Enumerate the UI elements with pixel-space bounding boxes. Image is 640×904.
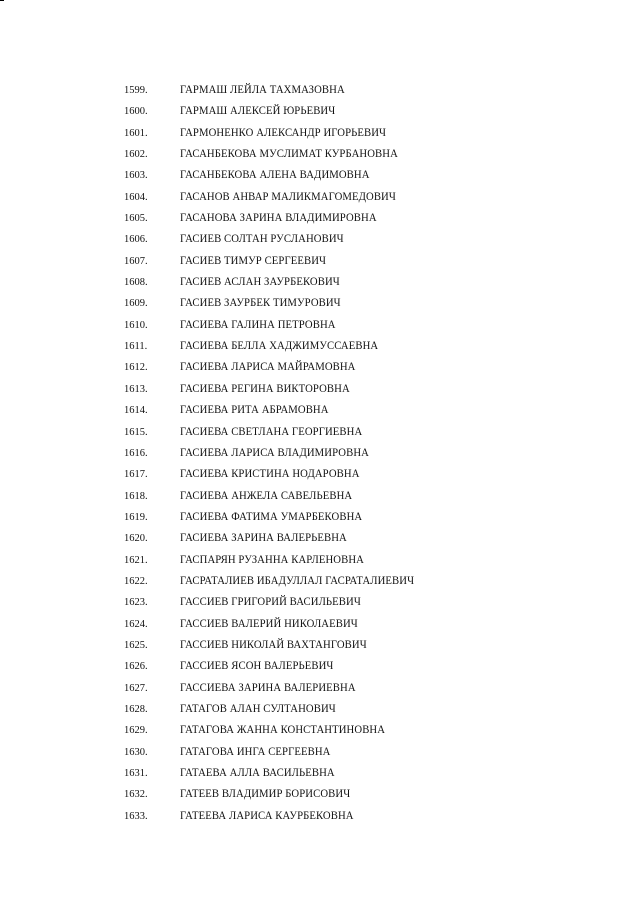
entry-name: ГАСИЕВ СОЛТАН РУСЛАНОВИЧ bbox=[180, 233, 344, 246]
entry-name: ГАСАНБЕКОВА МУСЛИМАТ КУРБАНОВНА bbox=[180, 148, 398, 161]
list-item bbox=[0, 400, 640, 421]
entry-name: ГАСИЕВА ЛАРИСА ВЛАДИМИРОВНА bbox=[180, 446, 369, 459]
entry-name: ГАСИЕВА РЕГИНА ВИКТОРОВНА bbox=[180, 382, 350, 395]
entry-number: 1608. bbox=[124, 277, 148, 289]
name-list bbox=[0, 80, 640, 827]
list-item bbox=[0, 592, 640, 613]
entry-name: ГАТАГОВА ЖАННА КОНСТАНТИНОВНА bbox=[180, 724, 386, 737]
entry-number: 1616. bbox=[124, 447, 148, 459]
list-item bbox=[0, 635, 640, 656]
entry-name: ГАССИЕВА ЗАРИНА ВАЛЕРИЕВНА bbox=[180, 681, 356, 694]
entry-name: ГАСПАРЯН РУЗАННА КАРЛЕНОВНА bbox=[180, 553, 364, 566]
entry-name: ГАСАНОВ АНВАР МАЛИКМАГОМЕДОВИЧ bbox=[180, 190, 396, 203]
entry-name: ГАРМОНЕНКО АЛЕКСАНДР ИГОРЬЕВИЧ bbox=[180, 126, 387, 139]
entry-number: 1633. bbox=[124, 810, 148, 822]
entry-number: 1614. bbox=[124, 405, 148, 417]
list-item bbox=[0, 293, 640, 314]
list-item bbox=[0, 571, 640, 592]
entry-number: 1632. bbox=[124, 789, 148, 801]
entry-name: ГАССИЕВ ГРИГОРИЙ ВАСИЛЬЕВИЧ bbox=[180, 596, 361, 609]
list-item bbox=[0, 315, 640, 336]
list-item bbox=[0, 123, 640, 144]
entry-name: ГАТАЕВА АЛЛА ВАСИЛЬЕВНА bbox=[180, 767, 335, 779]
entry-name: ГАСИЕВ ТИМУР СЕРГЕЕВИЧ bbox=[180, 254, 327, 267]
entry-number: 1630. bbox=[124, 746, 148, 758]
entry-number: 1611. bbox=[124, 341, 148, 353]
entry-name: ГАСИЕВА ФАТИМА УМАРБЕКОВНА bbox=[180, 510, 363, 523]
list-item bbox=[0, 699, 640, 720]
entry-number: 1606. bbox=[124, 234, 148, 246]
entry-name: ГАСИЕВА АНЖЕЛА САВЕЛЬЕВНА bbox=[180, 489, 353, 502]
entry-number: 1599. bbox=[124, 85, 148, 96]
entry-number: 1626. bbox=[124, 661, 148, 673]
entry-number: 1627. bbox=[124, 682, 148, 694]
entry-name: ГАСИЕВА КРИСТИНА НОДАРОВНА bbox=[180, 468, 360, 481]
list-item bbox=[0, 379, 640, 400]
entry-number: 1615. bbox=[124, 426, 148, 438]
entry-number: 1629. bbox=[124, 725, 148, 737]
entry-number: 1623. bbox=[124, 597, 148, 609]
scan-edge-mark bbox=[0, 0, 4, 1]
entry-number: 1625. bbox=[124, 639, 148, 651]
entry-number: 1631. bbox=[124, 768, 148, 779]
entry-name: ГАТАГОВ АЛАН СУЛТАНОВИЧ bbox=[180, 702, 336, 715]
entry-name: ГАТЕЕВ ВЛАДИМИР БОРИСОВИЧ bbox=[180, 788, 351, 801]
list-item bbox=[0, 101, 640, 122]
list-item bbox=[0, 507, 640, 528]
entry-number: 1603. bbox=[124, 170, 148, 182]
entry-name: ГАСИЕВ АСЛАН ЗАУРБЕКОВИЧ bbox=[180, 276, 340, 289]
entry-number: 1604. bbox=[124, 191, 148, 203]
list-item bbox=[0, 336, 640, 357]
list-item bbox=[0, 229, 640, 250]
entry-name: ГАСАНОВА ЗАРИНА ВЛАДИМИРОВНА bbox=[180, 212, 377, 225]
entry-name: ГАССИЕВ ЯСОН ВАЛЕРЬЕВИЧ bbox=[180, 660, 334, 673]
list-item bbox=[0, 357, 640, 378]
entry-name: ГАСИЕВА РИТА АБРАМОВНА bbox=[180, 404, 329, 417]
list-item bbox=[0, 656, 640, 677]
entry-name: ГАТАГОВА ИНГА СЕРГЕЕВНА bbox=[180, 745, 331, 758]
entry-number: 1612. bbox=[124, 362, 148, 374]
entry-name: ГАСИЕВА ЛАРИСА МАЙРАМОВНА bbox=[180, 361, 356, 374]
entry-number: 1600. bbox=[124, 106, 148, 118]
entry-number: 1624. bbox=[124, 618, 148, 630]
list-item bbox=[0, 80, 640, 101]
entry-name: ГАСРАТАЛИЕВ ИБАДУЛЛАЛ ГАСРАТАЛИЕВИЧ bbox=[180, 574, 415, 587]
list-item bbox=[0, 742, 640, 763]
list-item bbox=[0, 422, 640, 443]
list-item bbox=[0, 784, 640, 805]
entry-number: 1613. bbox=[124, 383, 148, 395]
entry-name: ГАСИЕВ ЗАУРБЕК ТИМУРОВИЧ bbox=[180, 297, 341, 310]
entry-name: ГАСИЕВА ЗАРИНА ВАЛЕРЬЕВНА bbox=[180, 532, 347, 545]
entry-name: ГАССИЕВ ВАЛЕРИЙ НИКОЛАЕВИЧ bbox=[180, 617, 358, 630]
list-item bbox=[0, 550, 640, 571]
entry-name: ГАСИЕВА БЕЛЛА ХАДЖИМУССАЕВНА bbox=[180, 340, 379, 353]
entry-number: 1610. bbox=[124, 319, 148, 331]
entry-number: 1622. bbox=[124, 575, 148, 587]
entry-number: 1605. bbox=[124, 213, 148, 225]
list-item bbox=[0, 165, 640, 186]
list-item bbox=[0, 272, 640, 293]
list-item bbox=[0, 528, 640, 549]
entry-number: 1621. bbox=[124, 554, 148, 566]
entry-name: ГАССИЕВ НИКОЛАЙ ВАХТАНГОВИЧ bbox=[180, 638, 367, 651]
entry-name: ГАРМАШ ЛЕЙЛА ТАХМАЗОВНА bbox=[180, 84, 345, 96]
entry-number: 1617. bbox=[124, 469, 148, 481]
entry-number: 1620. bbox=[124, 533, 148, 545]
entry-number: 1628. bbox=[124, 703, 148, 715]
list-item bbox=[0, 763, 640, 784]
list-item bbox=[0, 144, 640, 165]
list-item bbox=[0, 208, 640, 229]
list-item bbox=[0, 614, 640, 635]
entry-number: 1618. bbox=[124, 490, 148, 502]
entry-number: 1609. bbox=[124, 298, 148, 310]
entry-name: ГАСИЕВА СВЕТЛАНА ГЕОРГИЕВНА bbox=[180, 425, 363, 438]
list-item bbox=[0, 251, 640, 272]
list-item bbox=[0, 187, 640, 208]
entry-number: 1601. bbox=[124, 127, 148, 139]
list-item bbox=[0, 720, 640, 741]
entry-number: 1607. bbox=[124, 255, 148, 267]
list-item bbox=[0, 678, 640, 699]
entry-name: ГАТЕЕВА ЛАРИСА КАУРБЕКОВНА bbox=[180, 809, 354, 822]
entry-name: ГАРМАШ АЛЕКСЕЙ ЮРЬЕВИЧ bbox=[180, 105, 336, 118]
list-item bbox=[0, 443, 640, 464]
list-item bbox=[0, 806, 640, 827]
list-item bbox=[0, 486, 640, 507]
entry-name: ГАСАНБЕКОВА АЛЕНА ВАДИМОВНА bbox=[180, 169, 370, 182]
entry-number: 1602. bbox=[124, 149, 148, 161]
list-item bbox=[0, 464, 640, 485]
entry-number: 1619. bbox=[124, 511, 148, 523]
entry-name: ГАСИЕВА ГАЛИНА ПЕТРОВНА bbox=[180, 318, 336, 331]
